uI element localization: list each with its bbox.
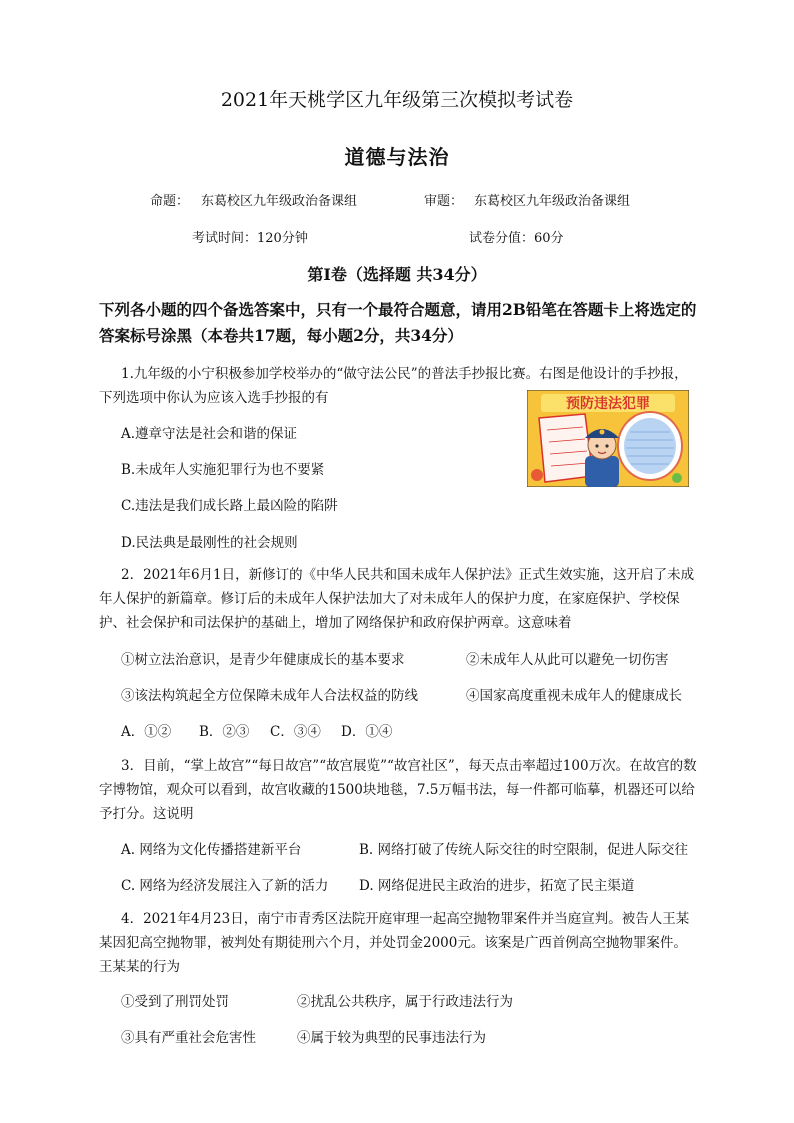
poster-paper-left (539, 414, 593, 482)
setter-label: 命题： (150, 194, 190, 209)
question-3-stem (99, 754, 699, 826)
subject-title: 道德与法治 (344, 145, 450, 169)
question-2-item-1: ①树立法治意识，是青少年健康成长的基本要求 (121, 652, 405, 668)
question-1-option-a: A.遵章守法是社会和谐的保证 (121, 426, 298, 442)
poster-flower-icon (531, 469, 543, 481)
section-title: 第Ⅰ卷（选择题 共34分） (307, 265, 487, 284)
question-4-stem (99, 907, 699, 979)
section-instructions: 下列各小题的四个备选答案中，只有一个最符合题意，请用2B铅笔在答题卡上将选定的答案标号涂黑（本卷共17题，每小题2分，共34分） (99, 300, 697, 345)
poster-illustration (527, 390, 689, 487)
poster-leaf-icon (672, 473, 682, 483)
question-2-option-d: D．①④ (341, 724, 393, 740)
question-1-option-c: C.违法是我们成长路上最凶险的陷阱 (121, 498, 338, 514)
question-2-stem (99, 563, 699, 635)
setter-value: 东葛校区九年级政治备课组 (201, 194, 358, 209)
question-2-option-a: A．①② (121, 724, 172, 740)
question-4-item-1: ①受到了刑罚处罚 (121, 994, 229, 1010)
poster-officer-body (585, 456, 619, 487)
reviewer-value: 东葛校区九年级政治备课组 (474, 194, 631, 209)
question-1-option-d: D.民法典是最刚性的社会规则 (121, 535, 298, 551)
question-2-item-2: ②未成年人从此可以避免一切伤害 (466, 652, 669, 668)
question-2-item-3: ③该法构筑起全方位保障未成年人合法权益的防线 (121, 688, 418, 704)
question-3-option-d: D. 网络促进民主政治的进步，拓宽了民主渠道 (359, 878, 635, 894)
question-3-option-b: B. 网络打破了传统人际交往的时空限制，促进人际交往 (359, 842, 689, 858)
question-1-option-b: B.未成年人实施犯罪行为也不要紧 (121, 462, 325, 478)
question-3-option-c: C. 网络为经济发展注入了新的活力 (121, 878, 329, 894)
question-4-item-4: ④属于较为典型的民事违法行为 (297, 1030, 486, 1046)
question-4-item-3: ③具有严重社会危害性 (121, 1030, 256, 1046)
poster-title-text: 预防违法犯罪 (566, 396, 650, 412)
poster-paper-right-inner (624, 418, 676, 474)
reviewer-label: 审题： (424, 194, 464, 209)
question-3-text: 3．目前，“掌上故宫”“每日故宫”“故宫展览”“故宫社区”，每天点击率超过100万次。在故宫的数字博物馆，观众可以看到，故宫收藏的1500块地毯，7.5万幅书法，每一件都可临摹，机器还可以给予打分。这说明 (99, 758, 697, 822)
question-2-option-b: B．②③ (199, 724, 250, 740)
question-2-text: 2．2021年6月1日，新修订的《中华人民共和国未成年人保护法》正式生效实施，这开启了未成年人保护的新篇章。修订后的未成年人保护法加大了对未成年人的保护力度，在家庭保护、学校保护、社会保护和司法保护的基础上，增加了网络保护和政府保护两章。这意味着 (99, 567, 695, 631)
question-4-text: 4．2021年4月23日，南宁市青秀区法院开庭审理一起高空抛物罪案件并当庭宣判。被告人王某某因犯高空抛物罪，被判处有期徒刑六个月，并处罚金2000元。该案是广西首例高空抛物罪案件。王某某的行为 (99, 911, 690, 975)
question-2-option-c: C．③④ (270, 724, 321, 740)
exam-score: 试卷分值：60分 (469, 231, 564, 246)
exam-time: 考试时间：120分钟 (192, 231, 308, 246)
question-2-item-4: ④国家高度重视未成年人的健康成长 (466, 688, 682, 704)
exam-title: 2021年天桃学区九年级第三次模拟考试卷 (220, 89, 574, 111)
question-1-text: 1.九年级的小宁积极参加学校举办的“做守法公民”的普法手抄报比赛。右图是他设计的手抄报，下列选项中你认为应该入选手抄报的有 (99, 366, 688, 406)
question-3-option-a: A. 网络为文化传播搭建新平台 (121, 842, 302, 858)
question-4-item-2: ②扰乱公共秩序，属于行政违法行为 (297, 994, 513, 1010)
